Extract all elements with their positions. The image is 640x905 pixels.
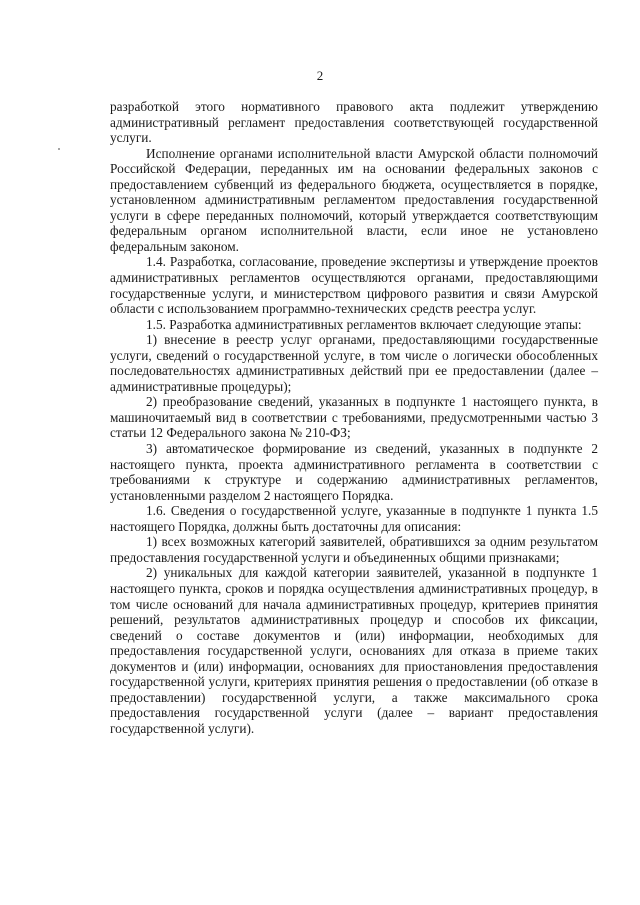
paragraph-1-5-item-2: 2) преобразование сведений, указанных в подпункте 1 настоящего пункта, в машиночитаемый вид в соответствии с требованиями, предусмотренными частью 3 статьи 12 Федерального закона № 210-ФЗ; <box>110 394 598 441</box>
paragraph-1-5-item-1: 1) внесение в реестр услуг органами, предоставляющими государственные услуги, сведений о государственной услуге, в том числе о логически обособленных последовательностях административных действий при ее предоставлении (далее – административные процедуры); <box>110 332 598 394</box>
document-body <box>110 99 598 736</box>
paragraph-continuation: разработкой этого нормативного правового акта подлежит утверждению административный регламент предоставления соответствующей государственной услуги. <box>110 99 598 146</box>
paragraph-execution-powers: Исполнение органами исполнительной власти Амурской области полномочий Российской Федерации, переданных им на основании федеральных законов с предоставлением субвенций из федерального бюджета, осуществляется в порядке, установленном административным регламентом предоставления государственной услуги в сфере переданных полномочий, который утверждается соответствующим федеральным органом исполнительной власти, если иное не установлено федеральным законом. <box>110 145 598 254</box>
paragraph-1-5: 1.5. Разработка административных регламентов включает следующие этапы: <box>146 316 582 332</box>
paragraph-1-5-item-3: 3) автоматическое формирование из сведений, указанных в подпункте 2 настоящего пункта, проекта административного регламента в соответствии с требованиями к структуре и содержанию административных регламентов, установленными разделом 2 настоящего Порядка. <box>110 441 598 503</box>
paragraph-1-6: 1.6. Сведения о государственной услуге, указанные в подпункте 1 пункта 1.5 настоящего Порядка, должны быть достаточны для описания: <box>110 503 598 534</box>
paragraph-1-6-item-2: 2) уникальных для каждой категории заявителей, указанной в подпункте 1 настоящего пункта, сроков и порядка осуществления административных процедур, в том числе оснований для начала административных процедур, критериев принятия решений, результатов административных процедур и способов их фиксации, сведений о составе документов и (или) информации, необходимых для предоставления государственной услуги, основаниях для отказа в приеме таких документов и (или) информации, основаниях для приостановления предоставления государственной услуги, критериях принятия решения о предоставлении (об отказе в предоставлении) государственной услуги, а также максимального срока предоставления государственной услуги (далее – вариант предоставления государственной услуги). <box>110 565 598 736</box>
paragraph-1-4: 1.4. Разработка, согласование, проведение экспертизы и утверждение проектов административных регламентов осуществляются органами, предоставляющими государственные услуги, и министерством цифрового развития и связи Амурской области с использованием программно-технических средств реестра услуг. <box>110 254 598 317</box>
page-number: 2 <box>316 68 324 83</box>
margin-dot <box>58 148 60 150</box>
paragraph-1-6-item-1: 1) всех возможных категорий заявителей, обратившихся за одним результатом предоставления государственной услуги и объединенных общими признаками; <box>110 534 598 565</box>
